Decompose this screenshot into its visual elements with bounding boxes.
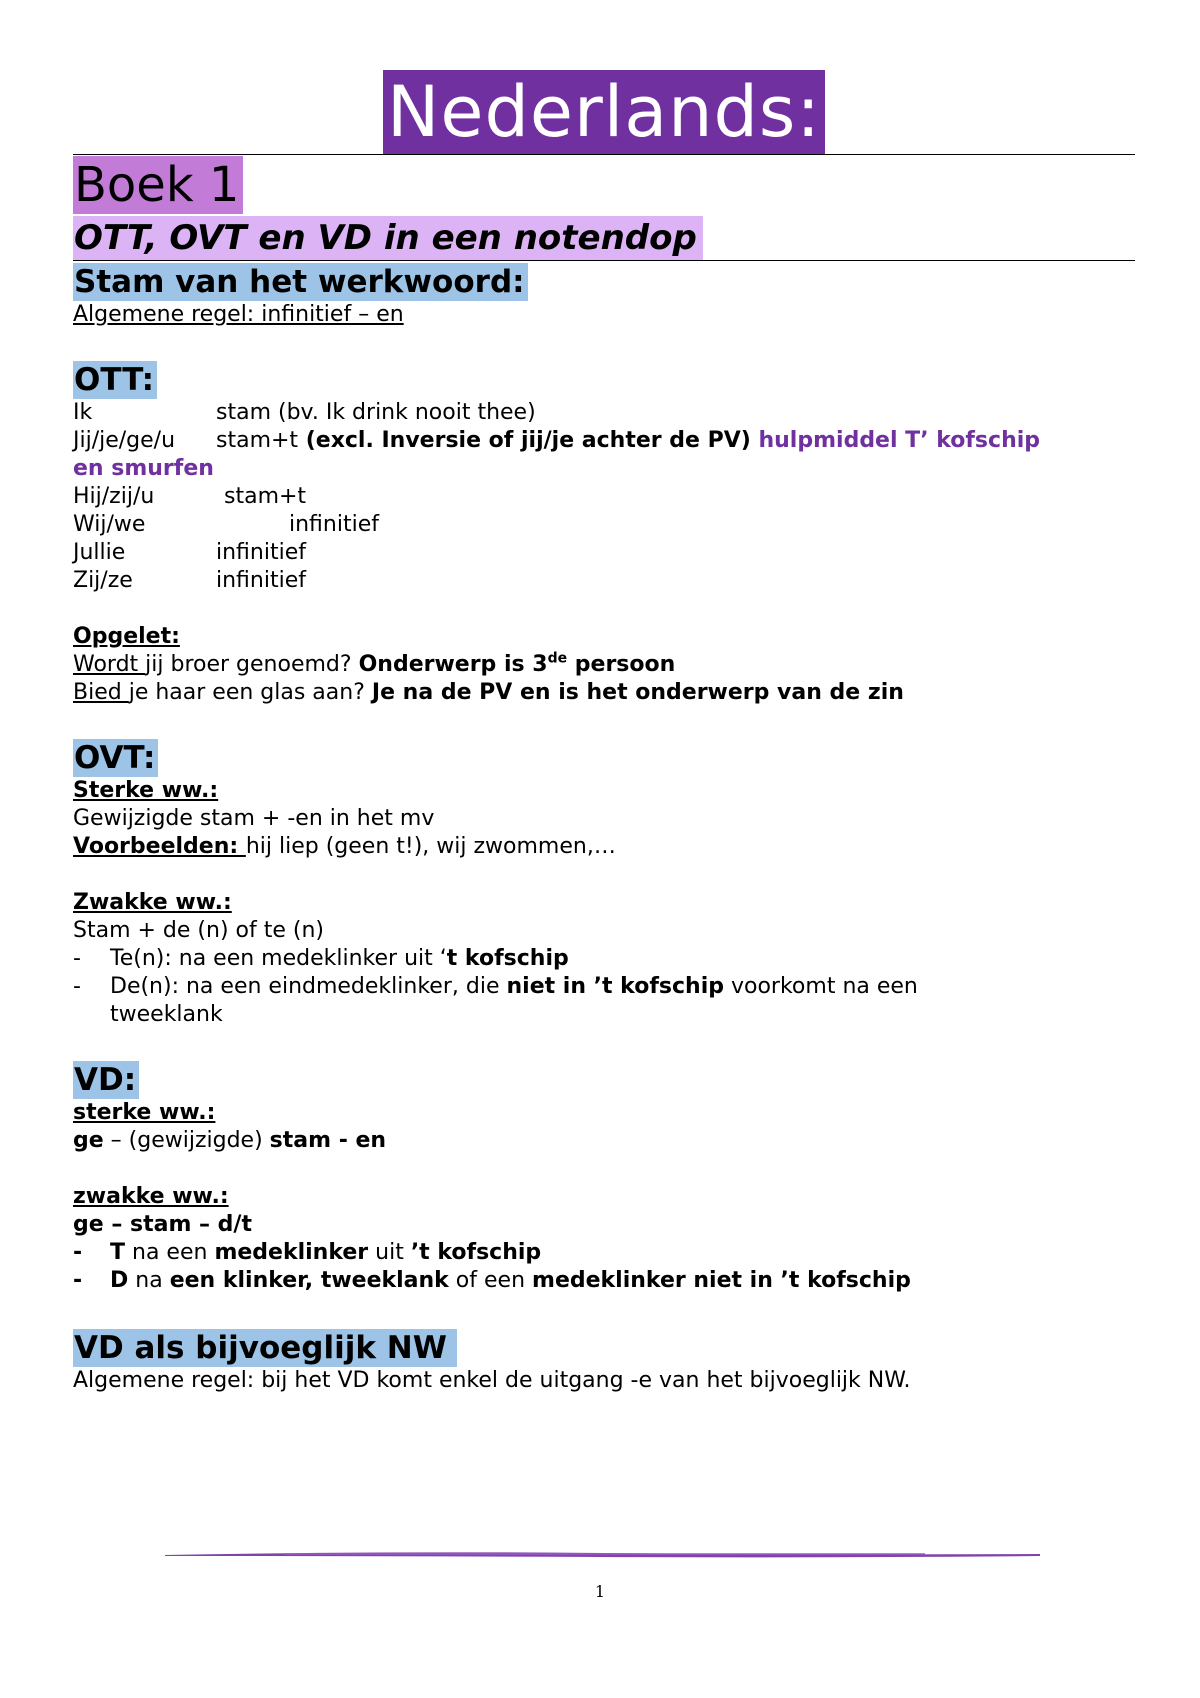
book-heading: Boek 1	[73, 156, 243, 214]
examples-label: Voorbeelden:	[73, 834, 246, 859]
verb-form: infinitief	[216, 568, 306, 593]
bullet-dash: -	[73, 946, 81, 971]
list-item	[73, 1267, 1135, 1295]
stam-heading: Stam van het werkwoord:	[73, 263, 528, 301]
ending-letter: D	[110, 1268, 129, 1293]
vd-weak-rule: ge – stam – d/t	[73, 1212, 252, 1237]
example-text: je haar een glas aan?	[128, 680, 372, 705]
pronoun: Jij/je/ge/u	[73, 428, 176, 453]
ovt-weak-rule: Stam + de (n) of te (n)	[73, 918, 324, 943]
item-text: voorkomt na een	[724, 974, 918, 999]
pronoun: Zij/ze	[73, 568, 133, 593]
page-number: 1	[594, 1582, 606, 1601]
pronoun: Wij/we	[73, 512, 146, 537]
ovt-weak-label: Zwakke ww.:	[73, 890, 232, 915]
title-block	[73, 70, 1135, 154]
item-text: Te(n): na een medeklinker uit ‘	[110, 946, 447, 971]
ott-row	[73, 539, 1135, 567]
vd-weak-label: zwakke ww.:	[73, 1184, 229, 1209]
example-rule-end: persoon	[567, 652, 676, 677]
item-bold: een klinker, tweeklank	[169, 1268, 449, 1293]
mnemonic-tip-continued: en smurfen	[73, 456, 214, 481]
ovt-strong-label: Sterke ww.:	[73, 778, 219, 803]
verb-form: stam+t	[216, 428, 299, 453]
example-verb: Bied	[73, 680, 129, 705]
bullet-dash: -	[73, 1268, 83, 1293]
item-bold: medeklinker niet in ’t kofschip	[532, 1268, 911, 1293]
ott-row	[73, 567, 1135, 595]
item-bold: medeklinker	[214, 1240, 369, 1265]
example-rule: Onderwerp is 3	[358, 652, 548, 677]
example-text: jij broer genoemd?	[145, 652, 359, 677]
list-item	[73, 1239, 1135, 1267]
ovt-heading: OVT:	[73, 739, 158, 777]
opgelet-label: Opgelet:	[73, 624, 180, 649]
bullet-dash: -	[73, 974, 81, 999]
ovt-examples	[73, 833, 1135, 861]
list-item	[73, 973, 1135, 1029]
item-bold: ’t kofschip	[410, 1240, 542, 1265]
pronoun: Hij/zij/u	[73, 484, 155, 509]
superscript: de	[547, 650, 568, 667]
mnemonic-tip: hulpmiddel T’ kofschip	[750, 428, 1041, 453]
prefix: ge	[73, 1128, 104, 1153]
item-text: tweeklank	[110, 1002, 223, 1027]
item-text: De(n): na een eindmedeklinker, die	[110, 974, 507, 999]
inversion-note: (excl. Inversie of jij/je achter de PV)	[298, 428, 751, 453]
verb-form: stam+t	[224, 484, 307, 509]
vd-strong-rule	[73, 1127, 1135, 1155]
item-text: of een	[448, 1268, 533, 1293]
ott-row	[73, 399, 1135, 427]
ott-heading: OTT:	[73, 361, 157, 399]
item-text: uit	[368, 1240, 411, 1265]
bullet-dash: -	[73, 1240, 83, 1265]
verb-form: infinitief	[289, 512, 379, 537]
document-page	[73, 70, 1135, 1395]
item-text: na	[128, 1268, 170, 1293]
item-bold: niet in ’t kofschip	[506, 974, 724, 999]
opgelet-example-2	[73, 679, 1135, 707]
subtitle: OTT, OVT en VD in een notendop	[73, 216, 703, 260]
ott-row	[73, 511, 1135, 539]
opgelet-example-1	[73, 651, 1135, 679]
ending-letter: T	[110, 1240, 126, 1265]
example-verb: Wordt	[73, 652, 146, 677]
footer-divider	[165, 1548, 1040, 1562]
verb-form: stam (bv. Ik drink nooit thee)	[216, 400, 536, 425]
rule-end: stam - en	[269, 1128, 387, 1153]
verb-form: infinitief	[216, 540, 306, 565]
vd-adjective-rule: Algemene regel: bij het VD komt enkel de uitgang -e van het bijvoeglijk NW.	[73, 1368, 911, 1393]
ovt-strong-rule: Gewijzigde stam + -en in het mv	[73, 806, 435, 831]
vd-adjective-heading: VD als bijvoeglijk NW	[73, 1329, 457, 1367]
item-text: na een	[125, 1240, 215, 1265]
examples-text: hij liep (geen t!), wij zwommen,…	[245, 834, 616, 859]
vd-heading: VD:	[73, 1061, 139, 1099]
example-rule: Je na de PV en is het onderwerp van de zin	[371, 680, 904, 705]
item-bold: t kofschip	[446, 946, 569, 971]
stam-rule: Algemene regel: infinitief – en	[73, 302, 404, 327]
vd-strong-label: sterke ww.:	[73, 1100, 216, 1125]
ott-row	[73, 427, 1135, 455]
pronoun: Jullie	[73, 540, 126, 565]
document-title: Nederlands:	[383, 70, 825, 154]
pronoun: Ik	[73, 400, 93, 425]
subtitle-rule	[73, 260, 1135, 261]
rule-text: – (gewijzigde)	[103, 1128, 270, 1153]
list-item	[73, 945, 1135, 973]
ott-row	[73, 483, 1135, 511]
